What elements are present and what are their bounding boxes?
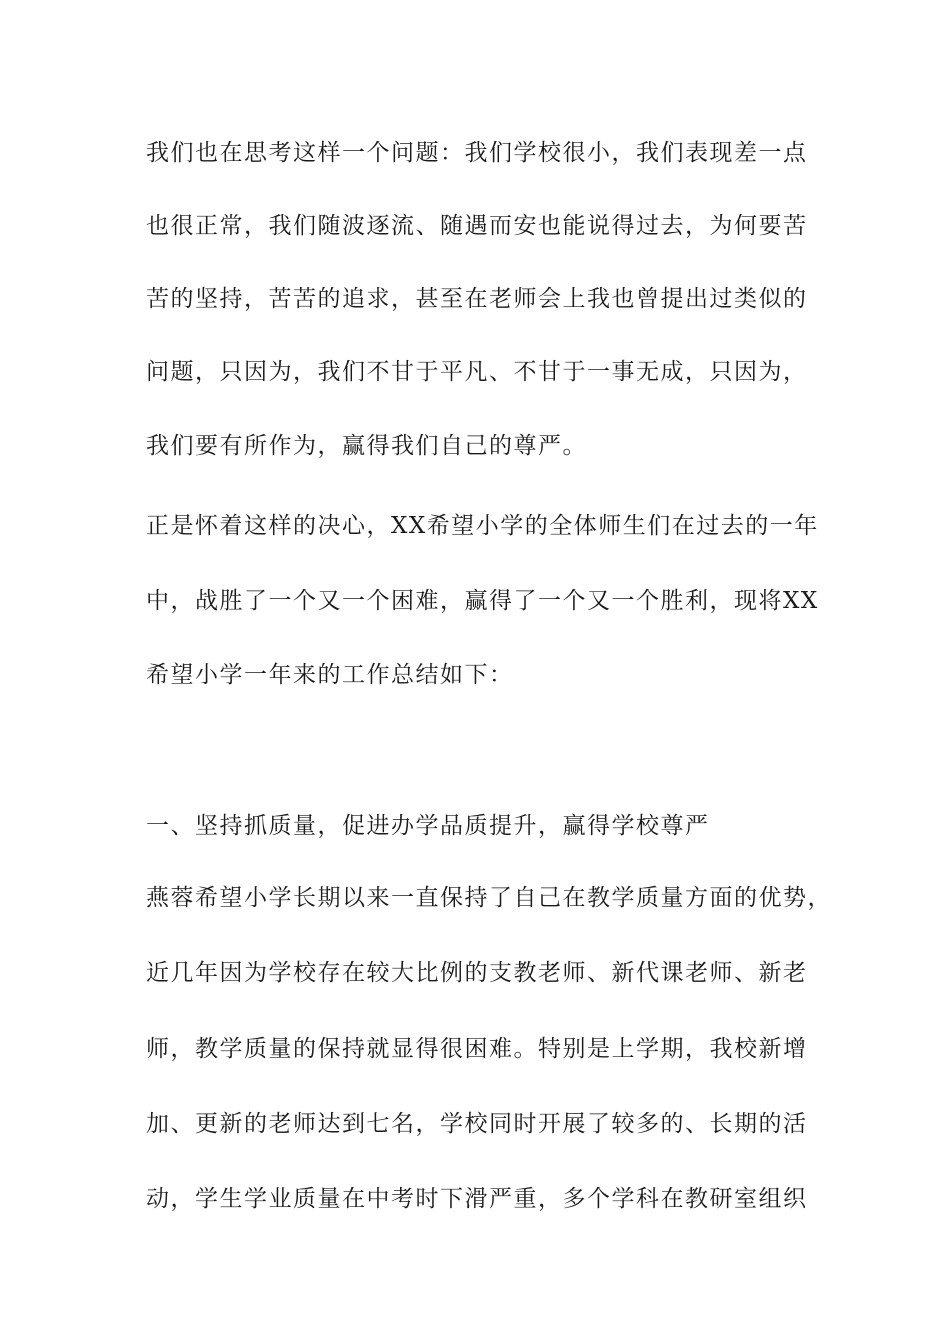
paragraph1-line-1: 我们也在思考这样一个问题：我们学校很小，我们表现差一点	[146, 140, 808, 166]
paragraph1-line-2: 也很正常，我们随波逐流、随遇而安也能说得过去，为何要苦	[146, 213, 808, 239]
paragraph2-line-3: 希望小学一年来的工作总结如下：	[146, 662, 514, 688]
paragraph3-line-1: 燕蓉希望小学长期以来一直保持了自己在教学质量方面的优势，	[146, 885, 832, 911]
paragraph3-line-2: 近几年因为学校存在较大比例的支教老师、新代课老师、新老	[146, 960, 808, 986]
paragraph1-line-4: 问题，只因为，我们不甘于平凡、不甘于一事无成，只因为，	[146, 359, 808, 385]
paragraph1-line-3: 苦的坚持，苦苦的追求，甚至在老师会上我也曾提出过类似的	[146, 286, 808, 312]
paragraph3-line-4: 加、更新的老师达到七名，学校同时开展了较多的、长期的活	[146, 1111, 808, 1137]
paragraph3-line-3: 师，教学质量的保持就显得很困难。特别是上学期，我校新增	[146, 1036, 808, 1062]
paragraph1-line-5: 我们要有所作为，赢得我们自己的尊严。	[146, 433, 587, 459]
paragraph3-line-5: 动，学生学业质量在中考时下滑严重，多个学科在教研室组织	[146, 1186, 808, 1212]
paragraph2-line-1: 正是怀着这样的决心，XX希望小学的全体师生们在过去的一年	[146, 513, 819, 539]
section-heading: 一、坚持抓质量，促进办学品质提升，赢得学校尊严	[146, 813, 710, 839]
paragraph2-line-2: 中，战胜了一个又一个困难，赢得了一个又一个胜利，现将XX	[146, 588, 819, 614]
